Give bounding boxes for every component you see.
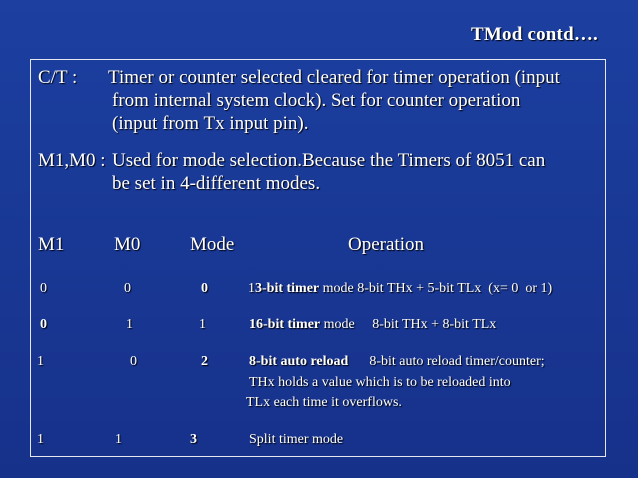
- ct-label: C/T :: [38, 67, 78, 88]
- row-2-m0: 0: [130, 354, 137, 369]
- row-0-m1: 0: [40, 281, 47, 296]
- row-0-operation: [248, 281, 552, 297]
- row-3-operation: [249, 432, 343, 448]
- row-1-m0: 1: [126, 317, 133, 332]
- m1m0-line-1: Used for mode selection.Because the Timers of 8051 can: [112, 150, 546, 171]
- header-operation: Operation: [348, 234, 424, 255]
- row-3-op-rest: Split timer mode: [249, 432, 344, 447]
- row-3-m0: 1: [115, 432, 122, 447]
- row-0-mode: 0: [201, 281, 208, 296]
- row-1-op-bold: 16-bit timer: [249, 317, 321, 332]
- ct-line-1: Timer or counter selected cleared for timer operation (input: [108, 67, 560, 88]
- row-2-op-rest: 8-bit auto reload timer/counter;: [348, 354, 545, 369]
- row-2-op-bold: 8-bit auto reload: [249, 354, 349, 369]
- row-1-op-rest: mode 8-bit THx + 8-bit TLx: [320, 317, 497, 332]
- ct-line-2: from internal system clock). Set for counter operation: [112, 90, 521, 111]
- slide-title: TMod contd….: [471, 24, 598, 45]
- row-2-m1: 1: [37, 354, 44, 369]
- header-m0: M0: [114, 234, 141, 255]
- row-2-mode: 2: [201, 354, 208, 369]
- row-0-m0: 0: [124, 281, 131, 296]
- m1m0-paragraph: [38, 149, 545, 195]
- row-1-operation: [249, 317, 496, 333]
- header-mode: Mode: [190, 234, 235, 255]
- row-0-op-prefix: 1: [248, 281, 255, 296]
- row-1-m1: 0: [40, 317, 47, 332]
- row-3-mode: 3: [190, 432, 197, 447]
- row-3-m1: 1: [37, 432, 44, 447]
- row-2-operation: [249, 354, 545, 370]
- row-1-mode: 1: [199, 317, 206, 332]
- ct-paragraph: [38, 66, 560, 135]
- header-m1: M1: [38, 234, 65, 255]
- row-0-op-bold: 3-bit timer: [255, 281, 320, 296]
- row-2-operation-line-3: TLx each time it overflows.: [246, 395, 402, 410]
- row-2-operation-line-2: THx holds a value which is to be reloaded into: [249, 375, 511, 390]
- m1m0-label: M1,M0 :: [38, 150, 106, 171]
- m1m0-line-2: be set in 4-different modes.: [112, 173, 321, 194]
- row-0-op-rest: mode 8-bit THx + 5-bit TLx (x= 0 or 1): [319, 281, 553, 296]
- ct-line-3: (input from Tx input pin).: [112, 113, 309, 134]
